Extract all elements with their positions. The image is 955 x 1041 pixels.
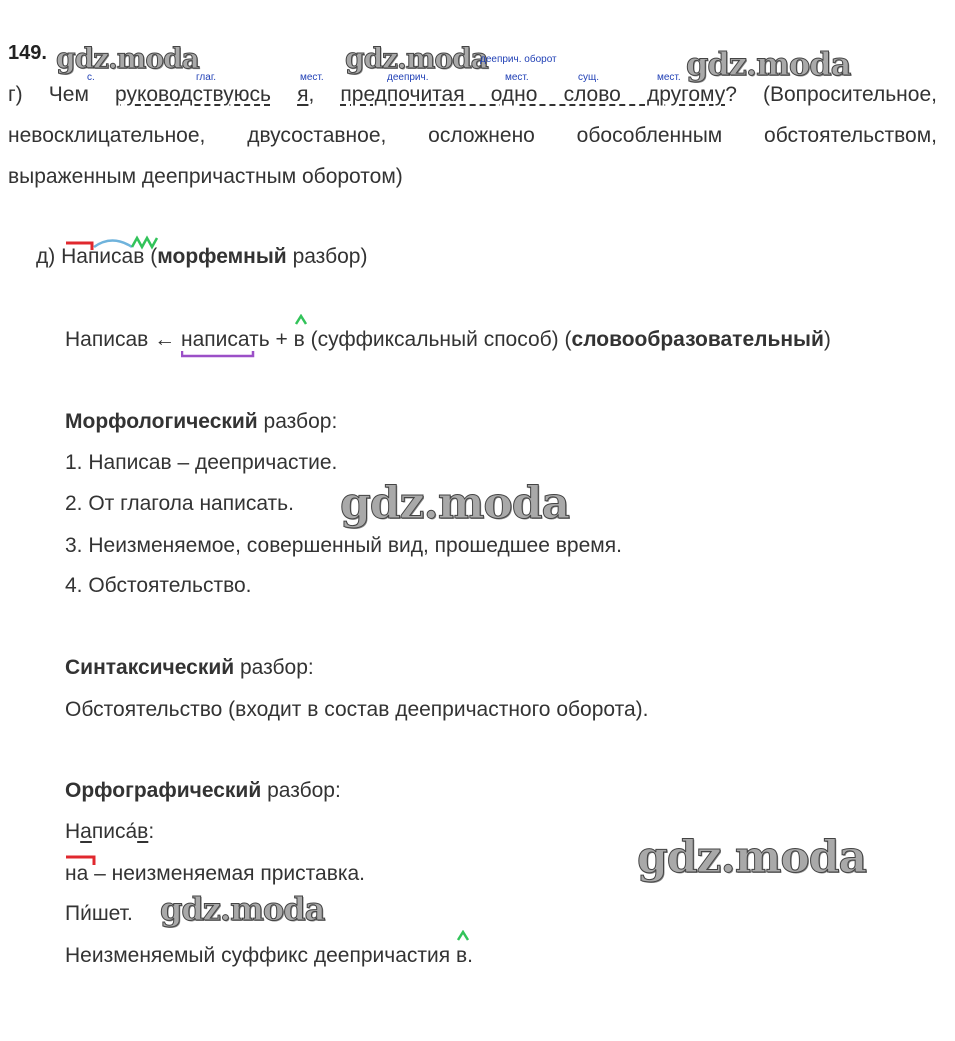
watermark: gdz.moda bbox=[160, 890, 325, 928]
section-title: Орфографический bbox=[65, 779, 262, 802]
paren: ( bbox=[150, 245, 158, 268]
tag-noun: сущ. bbox=[578, 72, 600, 83]
section-title-rest: разбор: bbox=[267, 779, 341, 802]
word-part: пис bbox=[91, 820, 126, 843]
participle-phrase: предпочитая одно слово другому bbox=[340, 83, 726, 106]
section-title-rest: разбор: bbox=[263, 410, 338, 433]
word-predicate: руководствуюсь bbox=[115, 83, 271, 106]
part-g-line-2: невосклицательное, двусоставное, осложнено обособленным обстоятельством, bbox=[8, 124, 937, 147]
tag-conjunction: с. bbox=[87, 72, 95, 83]
watermark: gdz.moda bbox=[637, 832, 867, 883]
section-title-rest: разбор: bbox=[240, 656, 314, 679]
part-g-line-3: выраженным деепричастным оборотом) bbox=[8, 165, 403, 188]
ortho-prefix-line bbox=[65, 862, 365, 886]
orthogram: а bbox=[80, 820, 92, 843]
morph-item: 1. Написав – деепричастие. bbox=[65, 451, 338, 474]
word-part: Н bbox=[65, 820, 81, 843]
analysis-type: словообразовательный bbox=[571, 328, 824, 351]
suffix-text: в bbox=[455, 944, 468, 967]
watermark: gdz.moda bbox=[340, 478, 570, 529]
watermark: gdz.moda bbox=[56, 42, 199, 75]
morph-item: 3. Неизменяемое, совершенный вид, прошедшее время. bbox=[65, 534, 622, 557]
morph-item: 4. Обстоятельство. bbox=[65, 574, 252, 597]
parsed-word: Написав bbox=[61, 245, 145, 268]
part-g-line-1 bbox=[8, 74, 937, 116]
tag-participle-phrase: дееприч. оборот bbox=[480, 54, 557, 65]
item-letter: д) bbox=[36, 245, 56, 268]
tag-gerund: дееприч. bbox=[387, 72, 429, 83]
section-title: Морфологический bbox=[65, 410, 258, 433]
part-d-heading bbox=[36, 245, 367, 269]
syntax-text: Обстоятельство (входит в состав деепричастного оборота). bbox=[65, 698, 649, 721]
section-title: Синтаксический bbox=[65, 656, 235, 679]
ortho-title bbox=[65, 779, 341, 803]
sentence-tail: ? (Вопросительное, bbox=[725, 83, 937, 106]
word-subject: я bbox=[297, 83, 309, 106]
item-letter: г) bbox=[8, 83, 23, 106]
base-word-text: написать bbox=[180, 328, 270, 351]
comma: , bbox=[308, 83, 315, 106]
formation-method: (суффиксальный способ) ( bbox=[310, 328, 572, 351]
analysis-rest: разбор) bbox=[292, 245, 368, 268]
morph-title bbox=[65, 410, 337, 434]
ortho-check-word: Пи́шет. bbox=[65, 902, 133, 925]
derived-word: Написав bbox=[65, 328, 149, 351]
exercise-number: 149. bbox=[8, 42, 47, 64]
suffix-text: в bbox=[293, 328, 305, 351]
word-chem: Чем bbox=[48, 83, 89, 106]
morph-item: 2. От глагола написать. bbox=[65, 492, 294, 515]
watermark: gdz.moda bbox=[686, 45, 851, 83]
stressed-vowel: а́ bbox=[125, 820, 138, 843]
arrow: ← bbox=[154, 328, 176, 351]
colon: : bbox=[148, 820, 155, 843]
stem-mark bbox=[181, 350, 255, 360]
period: . bbox=[467, 944, 473, 967]
paren: ) bbox=[823, 328, 831, 351]
tag-pronoun: мест. bbox=[657, 72, 681, 83]
ortho-suffix-line bbox=[65, 944, 473, 968]
analysis-type: морфемный bbox=[157, 245, 287, 268]
base-word bbox=[181, 328, 270, 352]
suffix-letter bbox=[294, 328, 305, 352]
tag-pronoun: мест. bbox=[300, 72, 324, 83]
tag-verb: глаг. bbox=[196, 72, 217, 83]
tag-pronoun: мест. bbox=[505, 72, 529, 83]
suffix-description: Неизменяемый суффикс деепричастия bbox=[65, 944, 451, 967]
suffix-caret bbox=[456, 930, 470, 942]
suffix-caret bbox=[294, 314, 308, 326]
watermark: gdz.moda bbox=[345, 42, 488, 75]
plus: + bbox=[275, 328, 288, 351]
prefix-description: – неизменяемая приставка. bbox=[88, 862, 366, 885]
prefix: на bbox=[65, 862, 89, 885]
suffix-letter bbox=[456, 944, 467, 968]
word-formation-line bbox=[65, 328, 831, 352]
ortho-word bbox=[65, 820, 154, 844]
syntax-title bbox=[65, 656, 314, 680]
orthogram: в bbox=[137, 820, 149, 843]
